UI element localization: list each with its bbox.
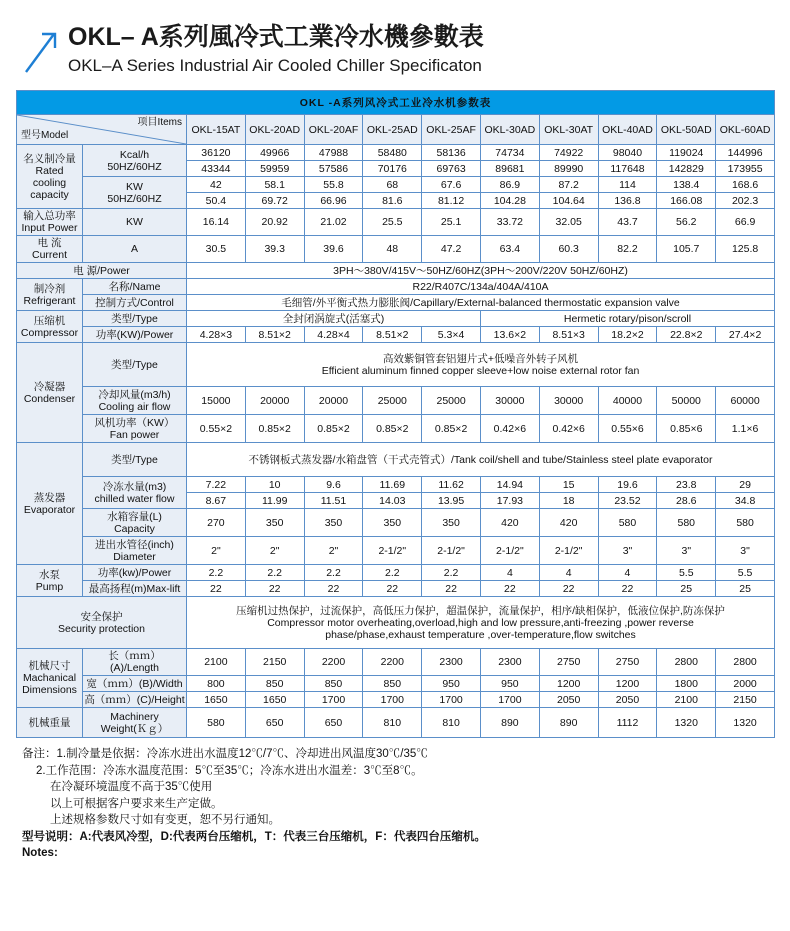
- cell: 14.03: [363, 493, 422, 509]
- cell: 1200: [539, 676, 598, 692]
- cell: 5.3×4: [422, 327, 481, 343]
- model-header-3: OKL-25AD: [363, 115, 422, 145]
- cell: 32.05: [539, 209, 598, 236]
- cell: 11.69: [363, 477, 422, 493]
- row-weight: [17, 708, 775, 738]
- row-dimension-width: [17, 676, 775, 692]
- row-kw-50hz: [17, 177, 775, 193]
- security-line-en1: Compressor motor overheating,overload,high and low pressure,anti-freezing ,power reverse: [267, 616, 694, 629]
- cell: 22: [304, 581, 363, 597]
- cell: 270: [187, 509, 246, 537]
- page-title-cn: OKL– A系列風冷式工業冷水機參數表: [68, 23, 484, 51]
- note-line-6: 型号说明：A:代表风冷型，D:代表两台压缩机，T：代表三台压缩机，F：代表四台压缩机。: [22, 830, 486, 843]
- cell: 34.8: [716, 493, 775, 509]
- model-header-4: OKL-25AF: [422, 115, 481, 145]
- row-refrigerant-name: [17, 279, 775, 295]
- cell: 50.4: [187, 193, 246, 209]
- cell: 142829: [657, 161, 716, 177]
- sub-refrigerant-control: 控制方式/Control: [83, 295, 187, 311]
- cell: 2800: [716, 649, 775, 676]
- cell: 22: [245, 581, 304, 597]
- cell: 136.8: [598, 193, 657, 209]
- cell: 580: [657, 509, 716, 537]
- model-header-6: OKL-30AT: [539, 115, 598, 145]
- cell: 42: [187, 177, 246, 193]
- cell: 2750: [539, 649, 598, 676]
- cell: 2.2: [245, 565, 304, 581]
- cell: 0.85×2: [363, 415, 422, 443]
- cell: 2750: [598, 649, 657, 676]
- title-block: [68, 22, 484, 78]
- corner-header-cell: [17, 115, 187, 145]
- cell: 1200: [598, 676, 657, 692]
- cell: 1.1×6: [716, 415, 775, 443]
- cell: 420: [539, 509, 598, 537]
- cell: 17.93: [480, 493, 539, 509]
- unit-kw: KW 50HZ/60HZ: [83, 177, 187, 209]
- row-condenser-type: [17, 343, 775, 387]
- condenser-type-cn: 高效紫铜管套铝翅片式+低噪音外转子风机: [382, 352, 579, 365]
- cell: 11.51: [304, 493, 363, 509]
- cell: 350: [245, 509, 304, 537]
- table-banner: [17, 91, 775, 115]
- cell: 18.2×2: [598, 327, 657, 343]
- cell: 0.85×2: [245, 415, 304, 443]
- cell: 56.2: [657, 209, 716, 236]
- value-refrigerant-name: R22/R407C/134a/404A/410A: [187, 279, 775, 295]
- note-line-5: 上述规格参数尺寸如有变更，恕不另行通知。: [50, 814, 280, 826]
- section-label-evaporator: 蒸发器 Evaporator: [17, 443, 83, 565]
- cell: 1700: [422, 692, 481, 708]
- cell: 22: [598, 581, 657, 597]
- cell: 1700: [304, 692, 363, 708]
- cell: 81.6: [363, 193, 422, 209]
- cell: 60.3: [539, 236, 598, 263]
- cell: 30000: [539, 387, 598, 415]
- cell: 29: [716, 477, 775, 493]
- cell: 25.5: [363, 209, 422, 236]
- cell: 39.6: [304, 236, 363, 263]
- cell: 2.2: [363, 565, 422, 581]
- cell: 125.8: [716, 236, 775, 263]
- cell: 650: [304, 708, 363, 738]
- model-header-2: OKL-20AF: [304, 115, 363, 145]
- cell: 350: [304, 509, 363, 537]
- cell: 1650: [187, 692, 246, 708]
- sub-compressor-type: 类型/Type: [83, 311, 187, 327]
- sub-evaporator-capacity: 水箱容量(L) Capacity: [83, 509, 187, 537]
- row-pump-power: [17, 565, 775, 581]
- cell: 850: [245, 676, 304, 692]
- section-label-security: 安全保护 Security protection: [17, 597, 187, 649]
- sub-condenser-fanpower: 风机功率（KW） Fan power: [83, 415, 187, 443]
- model-header-9: OKL-60AD: [716, 115, 775, 145]
- value-security: [187, 597, 775, 649]
- cell: 4: [598, 565, 657, 581]
- cell: 16.14: [187, 209, 246, 236]
- note-line-2: 2.工作范围：冷冻水温度范围：5℃至35℃；冷冻水进出水温差：3℃至8℃。: [36, 764, 423, 777]
- cell: 25.1: [422, 209, 481, 236]
- specification-table: [16, 90, 775, 738]
- cell: 2-1/2": [422, 537, 481, 565]
- cell: 13.6×2: [480, 327, 539, 343]
- cell: 2-1/2": [539, 537, 598, 565]
- section-label-rated-capacity: 名义制冷量 Rated cooling capacity: [17, 145, 83, 209]
- row-dimension-length: [17, 649, 775, 676]
- cell: 2000: [716, 676, 775, 692]
- cell: 5.5: [716, 565, 775, 581]
- cell: 68: [363, 177, 422, 193]
- cell: 10: [245, 477, 304, 493]
- cell: 28.6: [657, 493, 716, 509]
- cell: 22: [480, 581, 539, 597]
- cell: 168.6: [716, 177, 775, 193]
- cell: 81.12: [422, 193, 481, 209]
- sub-evaporator-type: 类型/Type: [83, 443, 187, 477]
- cell: 89681: [480, 161, 539, 177]
- cell: 2-1/2": [480, 537, 539, 565]
- section-label-current: 电 流 Current: [17, 236, 83, 263]
- value-condenser-type: [187, 343, 775, 387]
- cell: 1800: [657, 676, 716, 692]
- cell: 86.9: [480, 177, 539, 193]
- cell: 850: [304, 676, 363, 692]
- row-current: [17, 236, 775, 263]
- cell: 98040: [598, 145, 657, 161]
- row-security: [17, 597, 775, 649]
- cell: 40000: [598, 387, 657, 415]
- cell: 3": [598, 537, 657, 565]
- sub-evaporator-flow: 冷冻水量(m3) chilled water flow: [83, 477, 187, 509]
- cell: 14.94: [480, 477, 539, 493]
- sub-dimension-length: 长（ｍｍ）(A)/Length: [83, 649, 187, 676]
- sub-dimension-width: 宽（ｍｍ）(B)/Width: [83, 676, 187, 692]
- cell: 0.85×2: [422, 415, 481, 443]
- row-refrigerant-control: [17, 295, 775, 311]
- cell: 4: [539, 565, 598, 581]
- cell: 1320: [716, 708, 775, 738]
- cell: 114: [598, 177, 657, 193]
- cell: 9.6: [304, 477, 363, 493]
- security-line-cn: 压缩机过热保护，过流保护，高低压力保护，超温保护，流量保护，相序/缺相保护，低液位保护,防冻保护: [236, 604, 725, 617]
- cell: 580: [187, 708, 246, 738]
- cell: 105.7: [657, 236, 716, 263]
- sub-condenser-type: 类型/Type: [83, 343, 187, 387]
- sub-condenser-airflow: 冷却风量(m3/h) Cooling air flow: [83, 387, 187, 415]
- value-power-supply: 3PH～380V/415V～50HZ/60HZ(3PH～200V/220V 50HZ/60HZ): [187, 263, 775, 279]
- cell: 22.8×2: [657, 327, 716, 343]
- cell: 49966: [245, 145, 304, 161]
- row-compressor-type: [17, 311, 775, 327]
- cell: 650: [245, 708, 304, 738]
- section-label-pump: 水泵 Pump: [17, 565, 83, 597]
- row-power-supply: [17, 263, 775, 279]
- cell: 74922: [539, 145, 598, 161]
- cell: 5.5: [657, 565, 716, 581]
- cell: 25: [657, 581, 716, 597]
- note-line-7: Notes:: [22, 847, 58, 859]
- cell: 2300: [422, 649, 481, 676]
- cell: 2.2: [422, 565, 481, 581]
- cell: 58136: [422, 145, 481, 161]
- cell: 0.42×6: [480, 415, 539, 443]
- cell: 2.2: [187, 565, 246, 581]
- cell: 57586: [304, 161, 363, 177]
- cell: 800: [187, 676, 246, 692]
- cell: 15: [539, 477, 598, 493]
- cell: 580: [716, 509, 775, 537]
- cell: 2800: [657, 649, 716, 676]
- cell: 2100: [187, 649, 246, 676]
- cell: 3": [657, 537, 716, 565]
- note-line-3: 在冷凝环境温度不高于35℃使用: [50, 781, 213, 793]
- cell: 2": [245, 537, 304, 565]
- sub-evaporator-diameter: 进出水管径(inch) Diameter: [83, 537, 187, 565]
- row-evaporator-type: [17, 443, 775, 477]
- cell: 66.96: [304, 193, 363, 209]
- cell: 1700: [363, 692, 422, 708]
- sub-pump-lift: 最高扬程(m)Max-lift: [83, 581, 187, 597]
- cell: 23.52: [598, 493, 657, 509]
- cell: 69763: [422, 161, 481, 177]
- row-evaporator-diameter: [17, 537, 775, 565]
- cell: 63.4: [480, 236, 539, 263]
- cell: 950: [422, 676, 481, 692]
- cell: 8.67: [187, 493, 246, 509]
- sub-refrigerant-name: 名称/Name: [83, 279, 187, 295]
- notes-block: [16, 746, 774, 862]
- note-line-1: 备注：1.制冷量是依据：冷冻水进出水温度12℃/7℃、冷却进出风温度30℃/35℃: [22, 748, 428, 760]
- value-evaporator-type: 不锈钢板式蒸发器/水箱盘管（干式壳管式）/Tank coil/shell and tube/Stainless steel plate evaporator: [187, 443, 775, 477]
- cell: 202.3: [716, 193, 775, 209]
- cell: 0.42×6: [539, 415, 598, 443]
- sub-compressor-power: 功率(KW)/Power: [83, 327, 187, 343]
- row-kcal-50hz: [17, 145, 775, 161]
- note-line-4: 以上可根据客户要求来生产定做。: [50, 797, 223, 810]
- row-pump-lift: [17, 581, 775, 597]
- cell: 60000: [716, 387, 775, 415]
- cell: 69.72: [245, 193, 304, 209]
- cell: 25000: [363, 387, 422, 415]
- model-header-0: OKL-15AT: [187, 115, 246, 145]
- cell: 350: [422, 509, 481, 537]
- cell: 3": [716, 537, 775, 565]
- cell: 2": [187, 537, 246, 565]
- cell: 15000: [187, 387, 246, 415]
- cell: 144996: [716, 145, 775, 161]
- cell: 0.55×2: [187, 415, 246, 443]
- cell: 21.02: [304, 209, 363, 236]
- cell: 11.62: [422, 477, 481, 493]
- cell: 39.3: [245, 236, 304, 263]
- cell: 89990: [539, 161, 598, 177]
- cell: 1320: [657, 708, 716, 738]
- cell: 11.99: [245, 493, 304, 509]
- cell: 67.6: [422, 177, 481, 193]
- cell: 119024: [657, 145, 716, 161]
- cell: 138.4: [657, 177, 716, 193]
- cell: 59959: [245, 161, 304, 177]
- cell: 8.51×3: [539, 327, 598, 343]
- cell: 1112: [598, 708, 657, 738]
- cell: 2050: [598, 692, 657, 708]
- cell: 2200: [363, 649, 422, 676]
- unit-input-power: KW: [83, 209, 187, 236]
- corner-col-label: 项目Items: [137, 117, 182, 128]
- cell: 810: [363, 708, 422, 738]
- cell: 2050: [539, 692, 598, 708]
- cell: 580: [598, 509, 657, 537]
- cell: 58480: [363, 145, 422, 161]
- unit-kcal: Kcal/h 50HZ/60HZ: [83, 145, 187, 177]
- cell: 20.92: [245, 209, 304, 236]
- cell: 8.51×2: [245, 327, 304, 343]
- cell: 43344: [187, 161, 246, 177]
- row-evaporator-capacity: [17, 509, 775, 537]
- cell: 25000: [422, 387, 481, 415]
- cell: 22: [539, 581, 598, 597]
- arrow-logo-icon: [20, 28, 64, 76]
- section-label-condenser: 冷凝器 Condenser: [17, 343, 83, 443]
- cell: 420: [480, 509, 539, 537]
- cell: 22: [363, 581, 422, 597]
- cell: 13.95: [422, 493, 481, 509]
- cell: 20000: [304, 387, 363, 415]
- cell: 4.28×4: [304, 327, 363, 343]
- cell: 2.2: [304, 565, 363, 581]
- cell: 117648: [598, 161, 657, 177]
- table-header-row: [17, 115, 775, 145]
- cell: 27.4×2: [716, 327, 775, 343]
- model-header-8: OKL-50AD: [657, 115, 716, 145]
- cell: 104.64: [539, 193, 598, 209]
- sub-weight: Machinery Weight(Ｋｇ）: [83, 708, 187, 738]
- page-title-en: OKL–A Series Industrial Air Cooled Chiller Specificaton: [68, 56, 482, 75]
- cell: 20000: [245, 387, 304, 415]
- section-label-weight: 机械重量: [17, 708, 83, 738]
- cell: 23.8: [657, 477, 716, 493]
- page-header: [16, 0, 774, 78]
- cell: 173955: [716, 161, 775, 177]
- cell: 0.85×6: [657, 415, 716, 443]
- row-condenser-airflow: [17, 387, 775, 415]
- cell: 4.28×3: [187, 327, 246, 343]
- corner-row-label: 型号Model: [21, 130, 69, 141]
- cell: 2200: [304, 649, 363, 676]
- cell: 2300: [480, 649, 539, 676]
- cell: 36120: [187, 145, 246, 161]
- cell: 850: [363, 676, 422, 692]
- cell: 19.6: [598, 477, 657, 493]
- model-header-5: OKL-30AD: [480, 115, 539, 145]
- cell: 890: [480, 708, 539, 738]
- cell: 2100: [657, 692, 716, 708]
- cell: 950: [480, 676, 539, 692]
- model-header-1: OKL-20AD: [245, 115, 304, 145]
- cell: 7.22: [187, 477, 246, 493]
- cell: 0.55×6: [598, 415, 657, 443]
- row-evaporator-flow-1: [17, 477, 775, 493]
- value-refrigerant-control: 毛细管/外平衡式热力膨胀阀/Capillary/External-balanced thermostatic expansion valve: [187, 295, 775, 311]
- cell: 74734: [480, 145, 539, 161]
- cell: 30000: [480, 387, 539, 415]
- cell: 810: [422, 708, 481, 738]
- cell: 350: [363, 509, 422, 537]
- cell: 82.2: [598, 236, 657, 263]
- security-line-en2: phase/phase,exhaust temperature ,over-temperature,flow switches: [325, 628, 636, 641]
- section-label-refrigerant: 制冷剂 Refrigerant: [17, 279, 83, 311]
- section-label-compressor: 压缩机 Compressor: [17, 311, 83, 343]
- cell: 166.08: [657, 193, 716, 209]
- row-dimension-height: [17, 692, 775, 708]
- unit-current: A: [83, 236, 187, 263]
- row-condenser-fanpower: [17, 415, 775, 443]
- section-label-input-power: 输入总功率 Input Power: [17, 209, 83, 236]
- cell: 66.9: [716, 209, 775, 236]
- cell: 55.8: [304, 177, 363, 193]
- cell: 47988: [304, 145, 363, 161]
- cell: 48: [363, 236, 422, 263]
- cell: 8.51×2: [363, 327, 422, 343]
- cell: 43.7: [598, 209, 657, 236]
- cell: 0.85×2: [304, 415, 363, 443]
- value-compressor-type-en: Hermetic rotary/pison/scroll: [480, 311, 774, 327]
- cell: 104.28: [480, 193, 539, 209]
- model-header-7: OKL-40AD: [598, 115, 657, 145]
- cell: 87.2: [539, 177, 598, 193]
- label-power-supply: 电 源/Power: [17, 263, 187, 279]
- cell: 18: [539, 493, 598, 509]
- cell: 70176: [363, 161, 422, 177]
- cell: 4: [480, 565, 539, 581]
- cell: 30.5: [187, 236, 246, 263]
- section-label-dimensions: 机械尺寸 Machanical Dimensions: [17, 649, 83, 708]
- cell: 47.2: [422, 236, 481, 263]
- cell: 50000: [657, 387, 716, 415]
- table-banner-text: OKL -A系列风冷式工业冷水机参数表: [17, 91, 775, 115]
- cell: 2-1/2": [363, 537, 422, 565]
- cell: 2": [304, 537, 363, 565]
- cell: 33.72: [480, 209, 539, 236]
- cell: 58.1: [245, 177, 304, 193]
- row-compressor-power: [17, 327, 775, 343]
- cell: 22: [422, 581, 481, 597]
- cell: 22: [187, 581, 246, 597]
- cell: 1700: [480, 692, 539, 708]
- cell: 890: [539, 708, 598, 738]
- sub-pump-power: 功率(kw)/Power: [83, 565, 187, 581]
- value-compressor-type-cn: 全封闭涡旋式(活塞式): [187, 311, 481, 327]
- cell: 1650: [245, 692, 304, 708]
- cell: 2150: [716, 692, 775, 708]
- row-input-power: [17, 209, 775, 236]
- condenser-type-en: Efficient aluminum finned copper sleeve+low noise external rotor fan: [321, 364, 640, 377]
- cell: 2150: [245, 649, 304, 676]
- cell: 25: [716, 581, 775, 597]
- sub-dimension-height: 高（ｍｍ）(C)/Height: [84, 693, 185, 706]
